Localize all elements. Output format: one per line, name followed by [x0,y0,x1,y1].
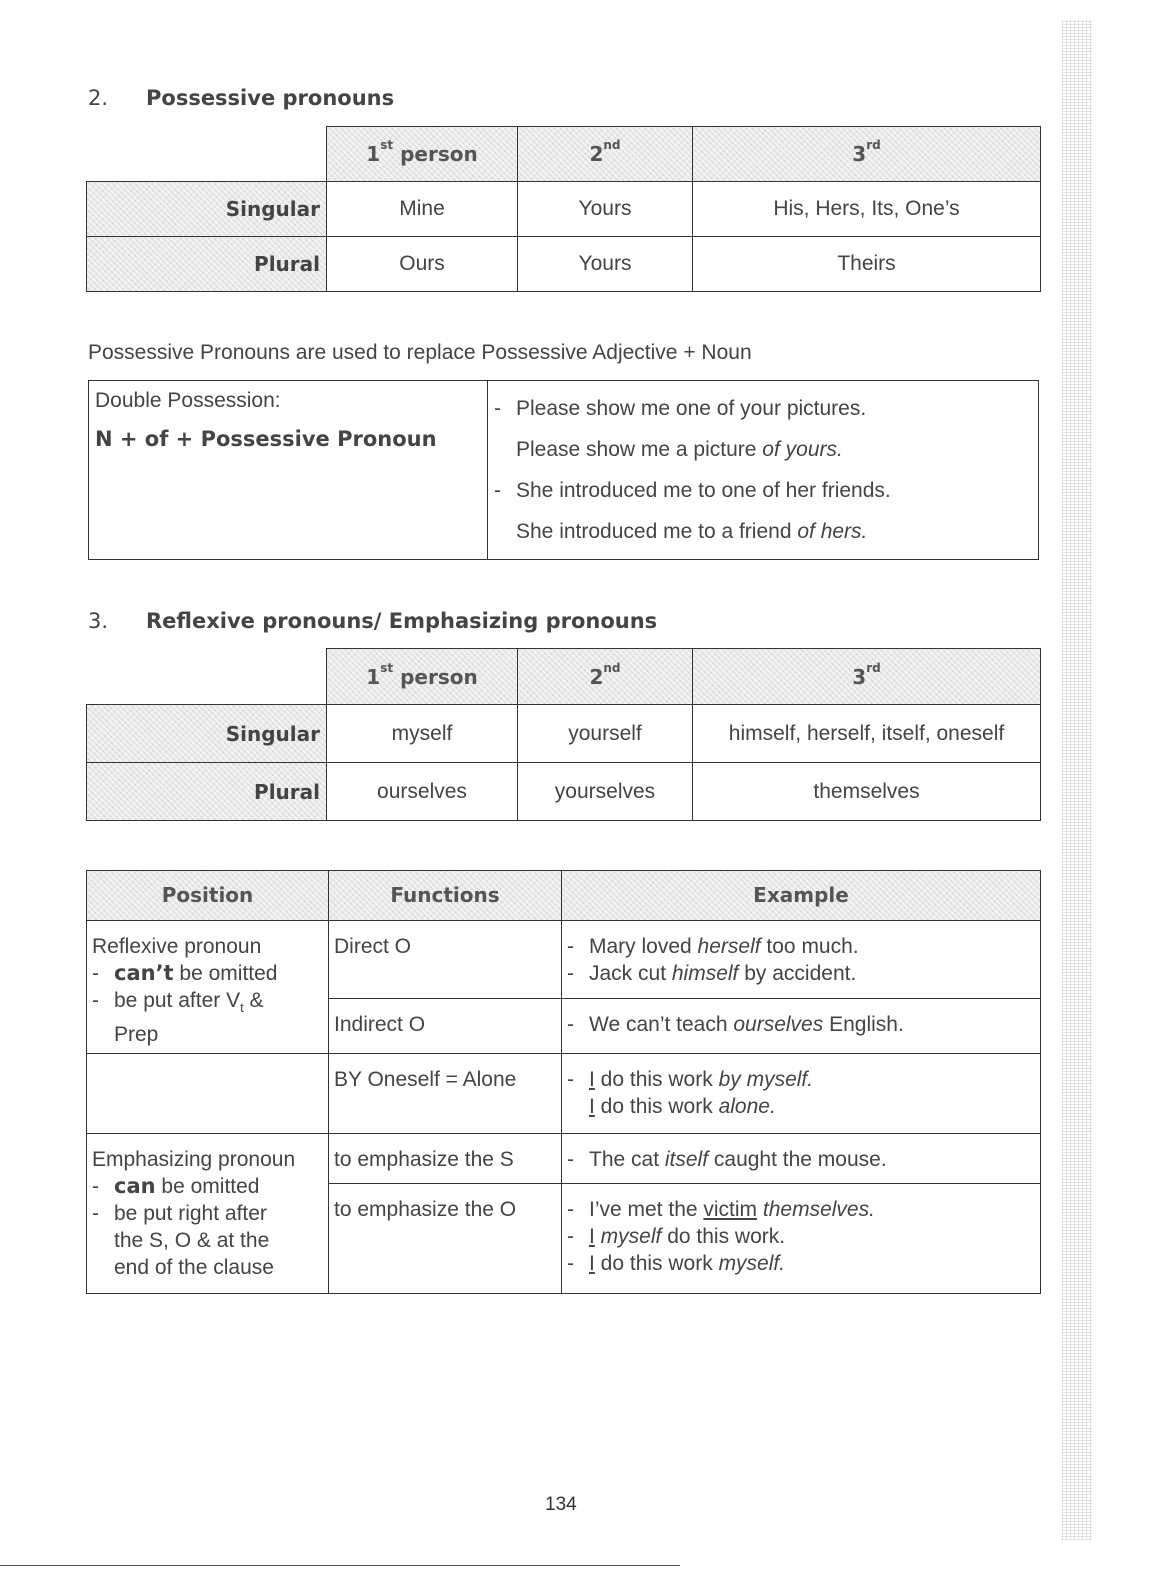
function-emphasize-s: to emphasize the S [329,1134,562,1184]
double-possession-formula: N + of + Possessive Pronoun [95,427,437,451]
function-emphasize-o: to emphasize the O [329,1184,562,1294]
table-row [87,182,1041,237]
position-title: Emphasizing pronoun [92,1148,296,1171]
table-row [87,763,1041,821]
header-first-person: 1st person [327,649,518,705]
cell: myself [327,705,518,763]
header-third-person: 3rd [693,649,1041,705]
example-indirect-o: - We can’t teach ourselves English. [562,999,1041,1054]
possessive-table [86,126,1041,292]
table-row [87,237,1041,292]
example-emphasize-s: - The cat itself caught the mouse. [562,1134,1041,1184]
reflexive-table [86,648,1041,821]
cell: Theirs [693,237,1041,292]
double-possession-label: Double Possession: [95,389,281,412]
header-functions: Functions [329,871,562,921]
row-label: Plural [87,237,327,292]
cell: Yours [518,237,693,292]
section-2-number: 2. [88,86,109,110]
possessive-note: Possessive Pronouns are used to replace Possessive Adjective + Noun [88,341,752,364]
cell: ourselves [327,763,518,821]
example-line: - She introduced me to one of her friends. [494,479,891,502]
header-third-person: 3rd [693,127,1041,182]
bottom-rule [0,1565,680,1566]
cell: yourself [518,705,693,763]
section-3-title: Reflexive pronouns/ Emphasizing pronouns [146,609,658,633]
position-title: Reflexive pronoun [92,935,262,958]
cell: themselves [693,763,1041,821]
example-line: She introduced me to a friend of hers. [516,520,868,543]
function-direct-o: Direct O [329,921,562,999]
cell: Mine [327,182,518,237]
function-by-oneself: BY Oneself = Alone [329,1054,562,1134]
function-indirect-o: Indirect O [329,999,562,1054]
cell: himself, herself, itself, oneself [693,705,1041,763]
header-second-person: 2nd [518,649,693,705]
section-2-title: Possessive pronouns [146,86,395,110]
emphasizing-position: Emphasizing pronoun - can be omitted - be put right after the S, O & at the end of the clause [87,1134,329,1294]
cell: yourselves [518,763,693,821]
section-3-heading [88,609,657,633]
example-line: Please show me a picture of yours. [516,438,843,461]
example-by-oneself: - I do this work by myself. I do this work alone. [562,1054,1041,1134]
header-example: Example [562,871,1041,921]
reflexive-position: Reflexive pronoun - can’t be omitted - be put after $V_t$ & Prep [87,921,329,1054]
header-position: Position [87,871,329,921]
header-second-person: 2nd [518,127,693,182]
cell: His, Hers, Its, One’s [693,182,1041,237]
example-direct-o: - Mary loved herself too much. - Jack cut himself by accident. [562,921,1041,999]
section-2-heading [88,86,394,110]
row-label: Singular [87,705,327,763]
example-line: - Please show me one of your pictures. [494,397,867,420]
header-first-person: 1st person [327,127,518,182]
cell: Yours [518,182,693,237]
table-row [87,705,1041,763]
example-emphasize-o: - I’ve met the victim themselves. - I myself do this work. - I do this work myself. [562,1184,1041,1294]
section-3-number: 3. [88,609,109,633]
row-label: Plural [87,763,327,821]
page-number: 134 [545,1494,577,1515]
scan-edge [1062,20,1092,1540]
row-label: Singular [87,182,327,237]
cell: Ours [327,237,518,292]
double-possession-table [88,380,1039,560]
usage-table [86,870,1041,1294]
